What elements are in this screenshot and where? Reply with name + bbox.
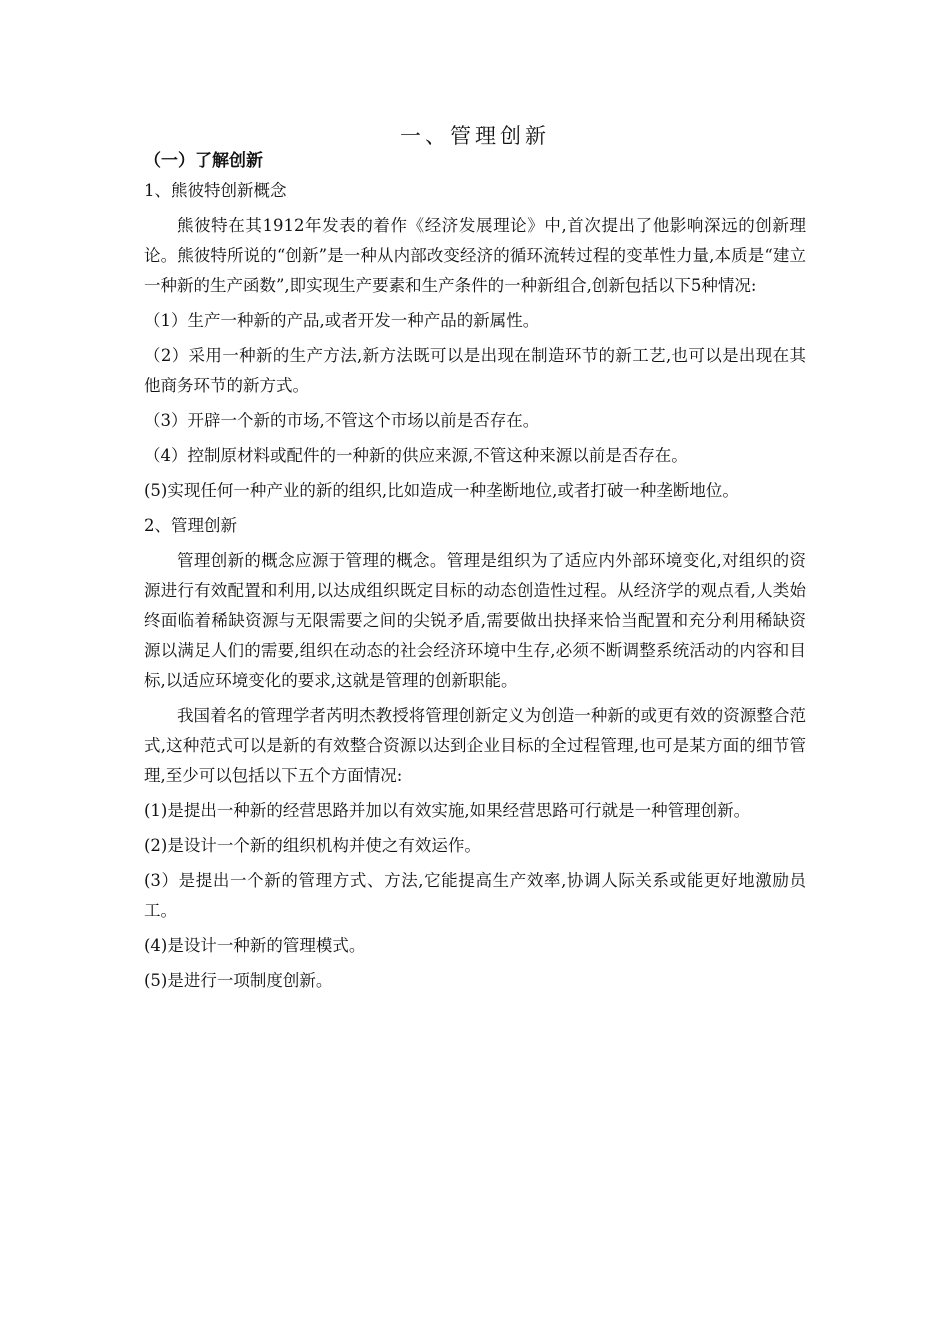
paragraph-rui-mingjie: 我国着名的管理学者芮明杰教授将管理创新定义为创造一种新的或更有效的资源整合范式,这种范式可以是新的有效整合资源以达到企业目标的全过程管理,也可是某方面的细节管理,至少可以包括以下五个方面情况: [144, 706, 806, 785]
list-item: （1）生产一种新的产品,或者开发一种产品的新属性。 [144, 311, 540, 330]
paragraph-schumpeter: 熊彼特在其1912年发表的着作《经济发展理论》中,首次提出了他影响深远的创新理论。熊彼特所说的“创新”是一种从内部改变经济的循环流转过程的变革性力量,本质是“建立一种新的生产函数”,即实现生产要素和生产条件的一种新组合,创新包括以下5种情况: [144, 216, 806, 295]
page-title: 一、管理创新 [400, 124, 550, 148]
list-item: （2）采用一种新的生产方法,新方法既可以是出现在制造环节的新工艺,也可以是出现在其他商务环节的新方式。 [144, 346, 806, 395]
list-item: (4)是设计一种新的管理模式。 [144, 936, 366, 955]
list-item: （3）开辟一个新的市场,不管这个市场以前是否存在。 [144, 411, 540, 430]
list-item: (3）是提出一个新的管理方式、方法,它能提高生产效率,协调人际关系或能更好地激励员工。 [144, 871, 806, 920]
section-heading: （一）了解创新 [144, 151, 263, 171]
paragraph-management-concept: 管理创新的概念应源于管理的概念。管理是组织为了适应内外部环境变化,对组织的资源进行有效配置和利用,以达成组织既定目标的动态创造性过程。从经济学的观点看,人类始终面临着稀缺资源与无限需要之间的尖锐矛盾,需要做出抉择来恰当配置和充分利用稀缺资源以满足人们的需要,组织在动态的社会经济环境中生存,必须不断调整系统活动的内容和目标,以适应环境变化的要求,这就是管理的创新职能。 [144, 551, 806, 690]
list-item: (1)是提出一种新的经营思路并加以有效实施,如果经营思路可行就是一种管理创新。 [144, 801, 751, 820]
subheading-schumpeter: 1、熊彼特创新概念 [144, 181, 287, 200]
list-item: (2)是设计一个新的组织机构并使之有效运作。 [144, 836, 481, 855]
list-item: (5)实现任何一种产业的新的组织,比如造成一种垄断地位,或者打破一种垄断地位。 [144, 481, 739, 500]
document-body [144, 146, 806, 1001]
subheading-management-innovation: 2、管理创新 [144, 516, 237, 535]
list-item: (5)是进行一项制度创新。 [144, 971, 333, 990]
list-item: （4）控制原材料或配件的一种新的供应来源,不管这种来源以前是否存在。 [144, 446, 688, 465]
